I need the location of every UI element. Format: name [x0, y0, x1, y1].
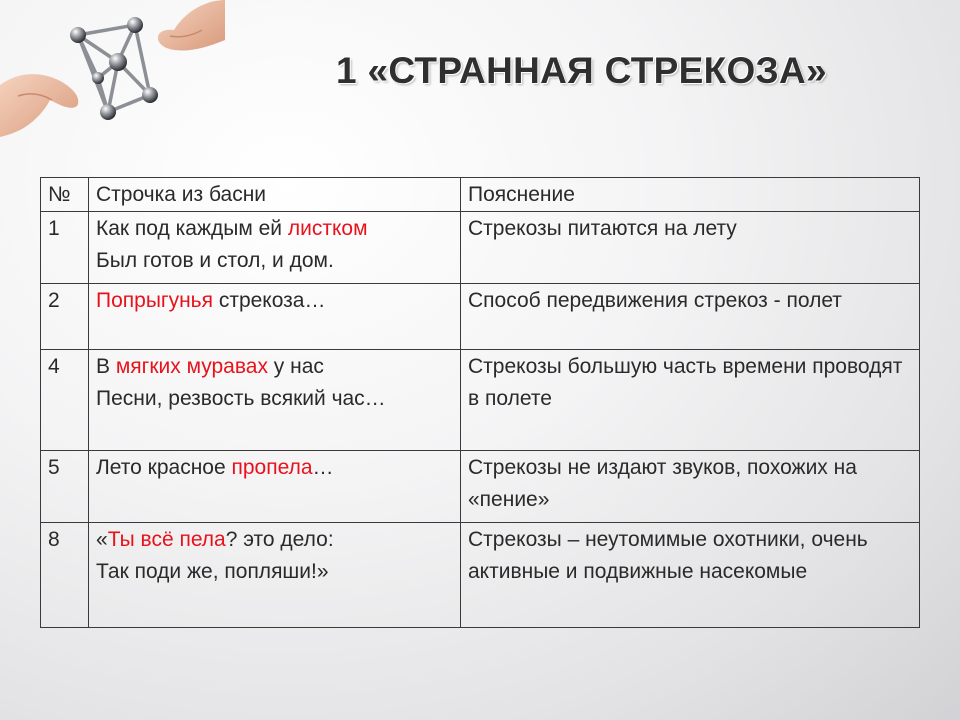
- fable-line-cell: [89, 451, 461, 523]
- fable-line-2: Был готов и стол, и дом.: [96, 249, 334, 272]
- fable-line-1: [96, 351, 453, 383]
- fable-line-cell: [89, 212, 461, 284]
- explanation-cell: Способ передвижения стрекоз - полет: [461, 284, 920, 350]
- fable-line-cell: [89, 350, 461, 451]
- table-row: [41, 523, 920, 628]
- header-fable-line: Строчка из басни: [89, 178, 461, 212]
- text-plain: «: [96, 528, 108, 551]
- row-number: 8: [41, 523, 89, 628]
- table-row: [41, 350, 920, 451]
- row-number: 4: [41, 350, 89, 451]
- text-plain: В: [96, 355, 116, 378]
- slide-title: 1 «СТРАННАЯ СТРЕКОЗА»: [336, 50, 827, 91]
- text-plain: …: [312, 456, 334, 479]
- table-row: [41, 284, 920, 350]
- text-plain: Как под каждым ей: [96, 217, 288, 240]
- text-highlight: мягких муравах: [115, 355, 268, 378]
- text-plain: стрекоза…: [213, 289, 326, 312]
- row-number: 5: [41, 451, 89, 523]
- text-plain: Лето красное: [96, 456, 232, 479]
- text-highlight: листком: [287, 217, 368, 240]
- explanation-cell: Стрекозы большую часть времени проводят в полете: [461, 350, 920, 451]
- explanation-cell: Стрекозы не издают звуков, похожих на «пение»: [461, 451, 920, 523]
- explanation-cell: Стрекозы – неутомимые охотники, очень активные и подвижные насекомые: [461, 523, 920, 628]
- explanation-cell: Стрекозы питаются на лету: [461, 212, 920, 284]
- fable-line-cell: [89, 284, 461, 350]
- table-header-row: [41, 178, 920, 212]
- text-plain: у нас: [267, 355, 324, 378]
- fable-line-2: Песни, резвость всякий час…: [96, 387, 386, 410]
- row-number: 1: [41, 212, 89, 284]
- fable-line-1: [96, 524, 453, 556]
- table-row: [41, 451, 920, 523]
- header-explanation: Пояснение: [461, 178, 920, 212]
- text-highlight: Попрыгунья: [96, 289, 213, 312]
- fable-line-2: Так поди же, попляши!»: [96, 560, 329, 583]
- fable-line-cell: [89, 523, 461, 628]
- hands-molecule-image: [0, 0, 225, 160]
- row-number: 2: [41, 284, 89, 350]
- text-highlight: пропела: [231, 456, 313, 479]
- table-row: [41, 212, 920, 284]
- text-highlight: Ты всё пела: [107, 528, 226, 551]
- fable-line-1: [96, 285, 453, 317]
- fable-line-1: [96, 213, 453, 245]
- header-number: №: [41, 178, 89, 212]
- fable-line-1: [96, 452, 453, 484]
- text-plain: ? это дело:: [225, 528, 334, 551]
- fable-table: [40, 177, 920, 628]
